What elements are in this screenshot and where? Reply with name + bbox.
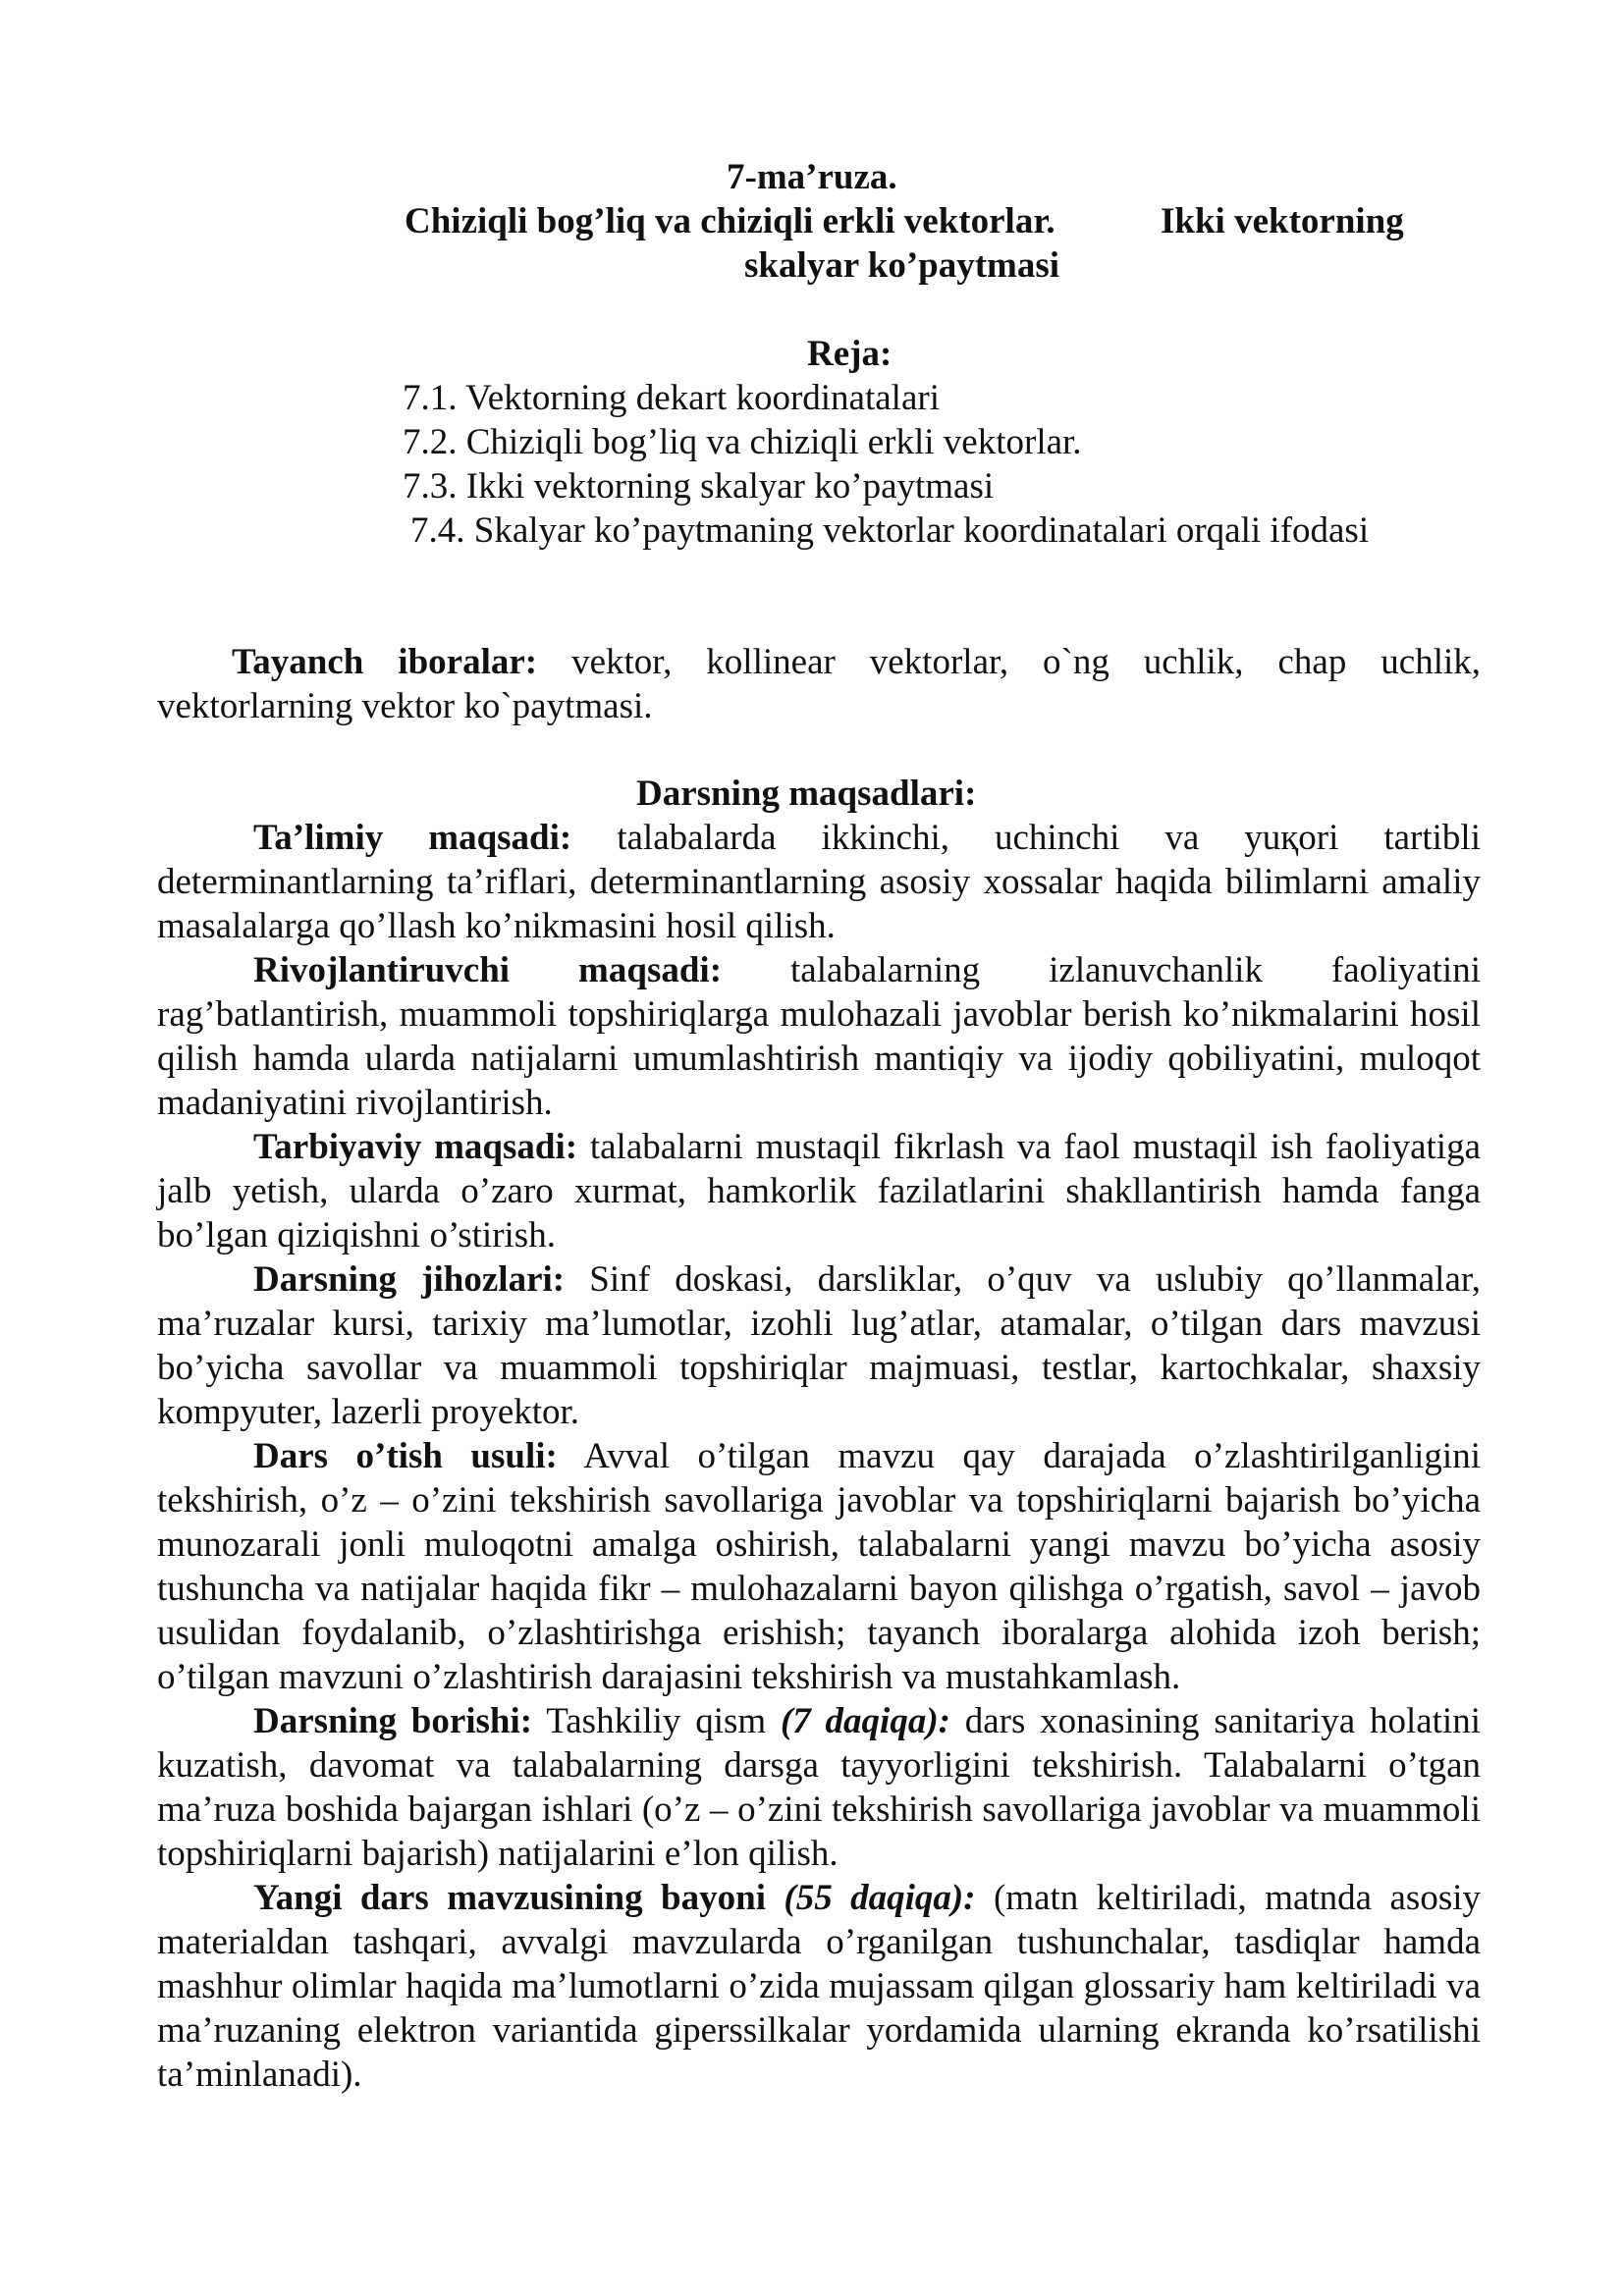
plan-item: 7.4. Skalyar ko’paytmaning vektorlar koordinatalari orqali ifodasi — [410, 510, 1370, 551]
plan-list — [403, 376, 1369, 553]
progress-text-b: dars xonasining sanitariya holatini kuzatish, davomat va talabalarning darsga tayyorligini tekshirish. Talabalarni o’tgan ma’ruza boshida bajargan ishlari (o’z – o’zini tekshirish savollariga javoblar va muammoli topshiriqlarni bajarish) natijalarini e’lon qilish. — [157, 1701, 1481, 1874]
new-topic-label: Yangi dars mavzusining bayoni — [253, 1878, 766, 1918]
upbringing-goal-paragraph — [157, 1125, 1481, 1257]
developmental-goal-label: Rivojlantiruvchi maqsadi: — [253, 950, 723, 990]
developmental-goal-text: talabalarning izlanuvchanlik faoliyatini rag’batlantirish, muammoli topshiriqlarga mulohazali javoblar berish ko’nikmalarini hosil qilish hamda ularda natijalarni umumlashtirish mantiqiy va ijodiy qobiliyatini, muloqot madaniyatini rivojlantirish. — [157, 950, 1481, 1123]
method-label: Dars o’tish usuli: — [253, 1436, 558, 1476]
plan-item: 7.2. Chiziqli bog’liq va chiziqli erkli vektorlar. — [403, 422, 1082, 462]
progress-paragraph — [157, 1699, 1481, 1876]
educational-goal-label: Ta’limiy maqsadi: — [253, 818, 572, 858]
plan-item: 7.3. Ikki vektorning skalyar ko’paytmasi — [403, 466, 995, 507]
equipment-label: Darsning jihozlari: — [253, 1259, 566, 1300]
new-topic-text: (matn keltiriladi, matnda asosiy materialdan tashqari, avvalgi mavzularda o’rganilgan tushunchalar, tasdiqlar hamda mashhur olimlar haqida ma’lumotlarni o’zida mujassam qilgan glossariy ham keltiriladi va ma’ruzaning elektron variantida giperssilkalar yordamida ularning ekranda ko’rsatilishi ta’minlanadi). — [157, 1878, 1482, 2095]
upbringing-goal-label: Tarbiyaviy maqsadi: — [253, 1127, 578, 1167]
upbringing-goal-text: talabalarni mustaqil fikrlash va faol mustaqil ish faoliyatiga jalb yetish, ularda o’zaro xurmat, hamkorlik fazilatlarini shakllantirish hamda fanga bo’lgan qiziqishni o’stirish. — [157, 1127, 1481, 1255]
method-text: Avval o’tilgan mavzu qay darajada o’zlashtirilganligini tekshirish, o’z – o’zini tekshirish savollariga javoblar va topshiriqlarni bajarish bo’yicha munozarali jonli muloqotni amalga oshirish, talabalarni yangi mavzu bo’yicha asosiy tushuncha va natijalar haqida fikr – mulohazalarni bayon qilishga o’rgatish, savol – javob usulidan foydalanib, o’zlashtirishga erishish; tayanch iboralarga alohida izoh berish; o’tilgan mavzuni o’zlashtirish darajasini tekshirish va mustahkamlash. — [157, 1436, 1481, 1697]
developmental-goal-paragraph — [157, 948, 1481, 1125]
goals-section — [157, 816, 1481, 2097]
progress-text-a: Tashkiliy qism — [532, 1701, 781, 1741]
lecture-topic-continuation: skalyar ko’paytmasi — [744, 245, 1060, 286]
method-paragraph — [157, 1434, 1481, 1699]
educational-goal-text: talabalarda ikkinchi, uchinchi va yuқori tartibli determinantlarning ta’riflari, determinantlarning asosiy xossalar haqida bilimlarni amaliy masalalarga qo’llash ko’nikmasini hosil qilish. — [157, 818, 1481, 946]
new-topic-paragraph — [157, 1876, 1481, 2097]
progress-label: Darsning borishi: — [253, 1701, 533, 1741]
keywords-section — [157, 640, 1481, 728]
lecture-topic-left: Chiziqli bog’liq va chiziqli erkli vektorlar. — [405, 201, 1055, 241]
plan-heading: Reja: — [807, 334, 893, 374]
new-topic-time: (55 daqiqa): — [765, 1878, 976, 1918]
plan-item: 7.1. Vektorning dekart koordinatalari — [403, 378, 940, 418]
lecture-number: 7-ma’ruza. — [727, 157, 897, 197]
equipment-paragraph — [157, 1257, 1481, 1434]
keywords-label: Tayanch iboralar: — [232, 642, 538, 682]
goals-heading: Darsning maqsadlari: — [636, 774, 977, 814]
progress-time: (7 daqiqa): — [780, 1701, 950, 1741]
equipment-text: Sinf doskasi, darsliklar, o’quv va uslubiy qo’llanmalar, ma’ruzalar kursi, tarixiy ma’lumotlar, izohli lug’atlar, atamalar, o’tilgan dars mavzusi bo’yicha savollar va muammoli topshiriqlar majmuasi, testlar, kartochkalar, shaxsiy kompyuter, lazerli proyektor. — [157, 1259, 1481, 1432]
educational-goal-paragraph — [157, 816, 1481, 948]
keywords-text: vektor, kollinear vektorlar, o`ng uchlik, chap uchlik, vektorlarning vektor ko`paytmasi. — [157, 642, 1481, 726]
lecture-topic-right: Ikki vektorning — [1161, 201, 1404, 241]
keywords-paragraph — [157, 640, 1481, 728]
